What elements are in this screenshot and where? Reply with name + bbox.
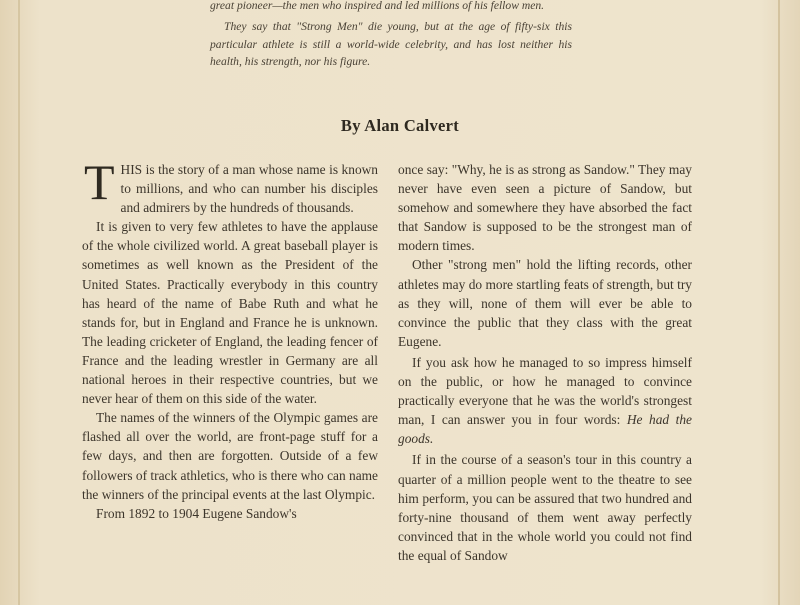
paragraph-text: HIS is the story of a man whose name is known to millions, and who can number his disciples and admirers by the hundreds of thousands. [120, 162, 378, 216]
article-paragraph: If in the course of a season's tour in this country a quarter of a million people went to the theatre to see him perform, you can be assured that two hundred and forty-nine thousand of them went away perfectly convinced that in the whole world you could not find the equal of Sandow [398, 452, 692, 563]
intro-paragraph-2: They say that "Strong Men" die young, but at the age of fifty-six this particular athlete is still a world-wide celebrity, and has lost neither his health, his strength, nor his figure. [210, 20, 572, 69]
author-byline: By Alan Calvert [340, 116, 460, 135]
article-paragraph [398, 353, 692, 448]
page-fold-right [778, 0, 780, 605]
article-column-right [398, 160, 692, 565]
article-paragraph: It is given to very few athletes to have the applause of the whole civilized world. A great baseball player is sometimes as well known as the President of the United States. Practically everybody in this country has heard of the name of Babe Ruth and what he stands for, but in England and France he is unknown. The leading cricketer of England, the leading fencer of France and the leading wrestler in Germany are all national heroes in their respective countries, but we never hear of them on this side of the water. [82, 219, 378, 407]
intro-blurb [210, 0, 572, 71]
intro-paragraph-1: great pioneer—the men who inspired and led millions of his fellow men. [210, 0, 545, 12]
drop-cap: T [84, 154, 115, 210]
paragraph-text: If you ask how he managed to so impress himself on the public, or how he managed to convince practically everyone that he was the world's strongest man, I can answer you in four words: [398, 354, 692, 428]
article-paragraph: From 1892 to 1904 Eugene Sandow's [96, 505, 297, 521]
article-paragraph: The names of the winners of the Olympic games are flashed all over the world, are front-page stuff for a few days, and then are forgotten. Outside of a few followers of track athletics, who is there who can name the winners of the principal events at the last Olympic. [82, 410, 378, 502]
article-paragraph: Other "strong men" hold the lifting records, other athletes may do more startling feats of strength, but try as they will, none of them will ever be able to convince the public that they class with the great Eugene. [398, 257, 692, 349]
article-column-left [82, 154, 378, 523]
article-paragraph: once say: "Why, he is as strong as Sandow." They may never have even seen a picture of Sandow, but somehow and somewhere they have absorbed the fact that Sandow is supposed to be the strongest man of modern times. [398, 162, 692, 254]
article-paragraph [82, 154, 378, 217]
emphasis-text: He had the goods. [398, 412, 692, 447]
page-fold-left [18, 0, 20, 605]
